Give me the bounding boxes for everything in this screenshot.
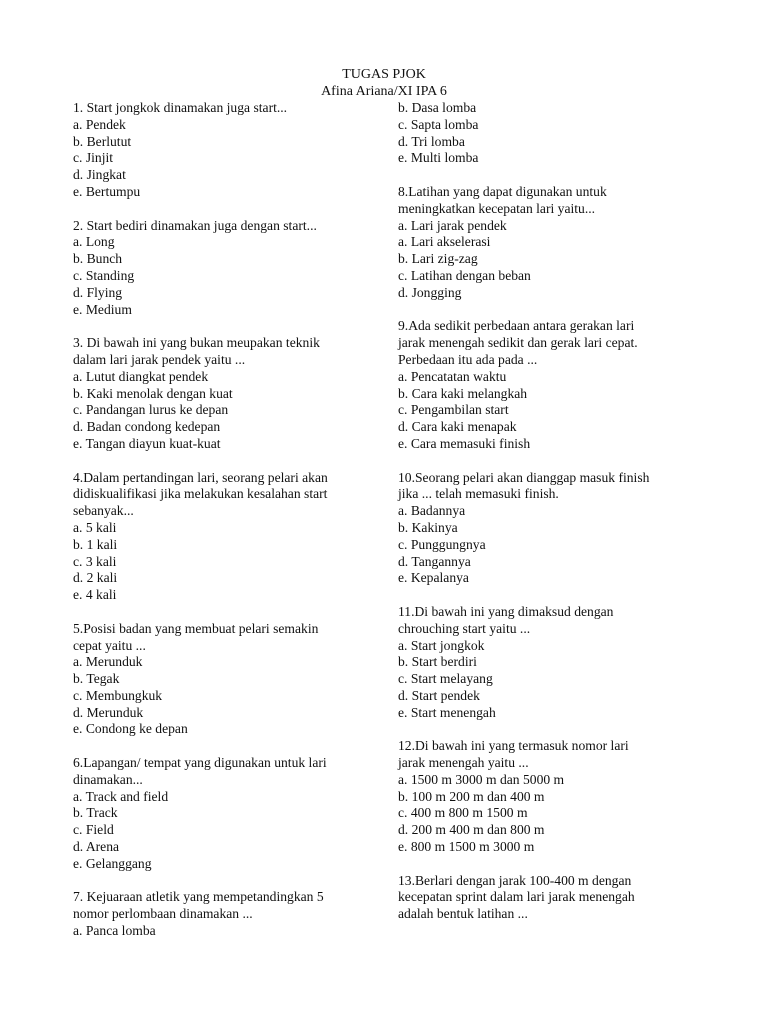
question-block [398, 318, 708, 452]
question-spacer [398, 587, 708, 604]
answer-option: b. Bunch [73, 251, 123, 267]
question-text: jika ... telah memasuki finish. [398, 486, 559, 502]
question-block [73, 335, 373, 453]
question-text: nomor perlombaan dinamakan ... [73, 906, 253, 922]
answer-option: d. Arena [73, 839, 120, 855]
question-spacer [73, 873, 373, 890]
question-block [398, 738, 708, 856]
answer-option: d. Jingkat [73, 167, 126, 183]
answer-option: c. Jinjit [73, 150, 114, 166]
question-text: 2. Start bediri dinamakan juga dengan start... [73, 217, 317, 233]
question-spacer [73, 318, 373, 335]
question-text: 10.Seorang pelari akan dianggap masuk finish [398, 469, 650, 485]
answer-option: e. Start menengah [398, 704, 496, 720]
question-spacer [398, 721, 708, 738]
answer-option: e. Medium [73, 301, 132, 317]
question-text: adalah bentuk latihan ... [398, 906, 528, 922]
answer-option: e. Multi lomba [398, 150, 479, 166]
answer-option: c. Pandangan lurus ke depan [73, 402, 229, 418]
answer-option: a. Long [73, 234, 115, 250]
question-block [73, 470, 373, 604]
answer-option: a. 5 kali [73, 519, 117, 535]
answer-option: a. Track and field [73, 788, 169, 804]
question-spacer [398, 453, 708, 470]
answer-option: e. Tangan diayun kuat-kuat [73, 435, 221, 451]
question-text: 6.Lapangan/ tempat yang digunakan untuk lari [73, 755, 327, 771]
question-text: 8.Latihan yang dapat digunakan untuk [398, 183, 607, 199]
answer-option: b. 100 m 200 m dan 400 m [398, 788, 545, 804]
question-block [73, 889, 373, 939]
question-block [398, 100, 708, 167]
answer-option: d. Tangannya [398, 553, 471, 569]
question-spacer [398, 167, 708, 184]
answer-option: d. Badan condong kedepan [73, 419, 221, 435]
answer-option: d. 200 m 400 m dan 800 m [398, 822, 545, 838]
answer-option: a. Start jongkok [398, 637, 485, 653]
answer-option: e. 4 kali [73, 587, 117, 603]
question-text: 7. Kejuaraan atletik yang mempetandingkan 5 [73, 889, 324, 905]
answer-option: c. Start melayang [398, 671, 493, 687]
answer-option: a. Pendek [73, 116, 126, 132]
answer-option: b. Track [73, 805, 118, 821]
question-text: chrouching start yaitu ... [398, 620, 531, 636]
question-text: jarak menengah sedikit dan gerak lari cepat. [398, 335, 638, 351]
question-text: dinamakan... [73, 771, 143, 787]
answer-option: b. Kakinya [398, 519, 458, 535]
answer-option: b. Kaki menolak dengan kuat [73, 385, 233, 401]
answer-option: b. Cara kaki melangkah [398, 385, 528, 401]
right-column [398, 100, 708, 923]
answer-option: c. Pengambilan start [398, 402, 509, 418]
answer-option: e. Bertumpu [73, 183, 141, 199]
question-text: 3. Di bawah ini yang bukan meupakan teknik [73, 335, 320, 351]
question-block [73, 755, 373, 873]
question-spacer [398, 856, 708, 873]
document-title: TUGAS PJOK [342, 67, 426, 82]
question-spacer [73, 738, 373, 755]
answer-option: a. Merunduk [73, 654, 143, 670]
question-block [398, 873, 708, 923]
question-text: sebanyak... [73, 503, 134, 519]
answer-option: e. Kepalanya [398, 570, 469, 586]
answer-option: d. Merunduk [73, 704, 144, 720]
question-text: cepat yaitu ... [73, 637, 146, 653]
answer-option: a. Badannya [398, 503, 466, 519]
answer-option: a. Pencatatan waktu [398, 368, 507, 384]
answer-option: b. Tegak [73, 671, 120, 687]
answer-option: a. Lari akselerasi [398, 234, 491, 250]
question-text: Perbedaan itu ada pada ... [398, 351, 538, 367]
left-column [73, 100, 373, 940]
answer-option: d. Cara kaki menapak [398, 419, 517, 435]
question-text: 1. Start jongkok dinamakan juga start... [73, 100, 288, 115]
answer-option: b. 1 kali [73, 536, 118, 552]
answer-option: c. 400 m 800 m 1500 m [398, 805, 528, 821]
question-block [398, 184, 708, 302]
question-text: dalam lari jarak pendek yaitu ... [73, 351, 246, 367]
answer-option: a. 1500 m 3000 m dan 5000 m [398, 771, 565, 787]
answer-option: d. 2 kali [73, 570, 118, 586]
question-text: didiskualifikasi jika melakukan kesalahan start [73, 486, 328, 502]
answer-option: d. Flying [73, 284, 123, 300]
answer-option: e. Cara memasuki finish [398, 435, 531, 451]
answer-option: a. Lutut diangkat pendek [73, 368, 209, 384]
question-text: meningkatkan kecepatan lari yaitu... [398, 200, 596, 216]
question-spacer [73, 201, 373, 218]
answer-option: b. Berlutut [73, 133, 132, 149]
answer-option: e. 800 m 1500 m 3000 m [398, 839, 535, 855]
answer-option: b. Start berdiri [398, 654, 477, 670]
answer-option: c. 3 kali [73, 553, 117, 569]
answer-option: d. Tri lomba [398, 133, 465, 149]
answer-option: d. Start pendek [398, 687, 480, 703]
answer-option: c. Punggungnya [398, 536, 486, 552]
question-block [73, 218, 373, 319]
page-header [0, 66, 768, 100]
answer-option: a. Lari jarak pendek [398, 217, 507, 233]
answer-option: c. Field [73, 822, 114, 838]
question-text: 12.Di bawah ini yang termasuk nomor lari [398, 738, 629, 754]
question-spacer [73, 453, 373, 470]
question-block [73, 621, 373, 739]
answer-option: c. Sapta lomba [398, 116, 479, 132]
question-block [398, 470, 708, 588]
answer-option: d. Jongging [398, 284, 462, 300]
question-text: 11.Di bawah ini yang dimaksud dengan [398, 603, 614, 619]
answer-option: b. Lari zig-zag [398, 251, 478, 267]
author-line: Afina Ariana/XI IPA 6 [321, 84, 447, 99]
answer-option: c. Latihan dengan beban [398, 267, 531, 283]
question-text: 4.Dalam pertandingan lari, seorang pelari akan [73, 469, 328, 485]
question-text: kecepatan sprint dalam lari jarak menengah [398, 889, 635, 905]
answer-option: e. Gelanggang [73, 855, 152, 871]
question-block [73, 100, 373, 201]
question-text: 9.Ada sedikit perbedaan antara gerakan lari [398, 318, 635, 334]
question-spacer [73, 604, 373, 621]
question-spacer [398, 302, 708, 319]
answer-option: c. Membungkuk [73, 687, 163, 703]
answer-option: a. Panca lomba [73, 923, 156, 939]
question-block [398, 604, 708, 722]
question-text: 5.Posisi badan yang membuat pelari semakin [73, 620, 319, 636]
question-text: jarak menengah yaitu ... [398, 755, 529, 771]
question-text: 13.Berlari dengan jarak 100-400 m dengan [398, 872, 632, 888]
answer-option: c. Standing [73, 267, 135, 283]
answer-option: b. Dasa lomba [398, 100, 477, 115]
answer-option: e. Condong ke depan [73, 721, 188, 737]
